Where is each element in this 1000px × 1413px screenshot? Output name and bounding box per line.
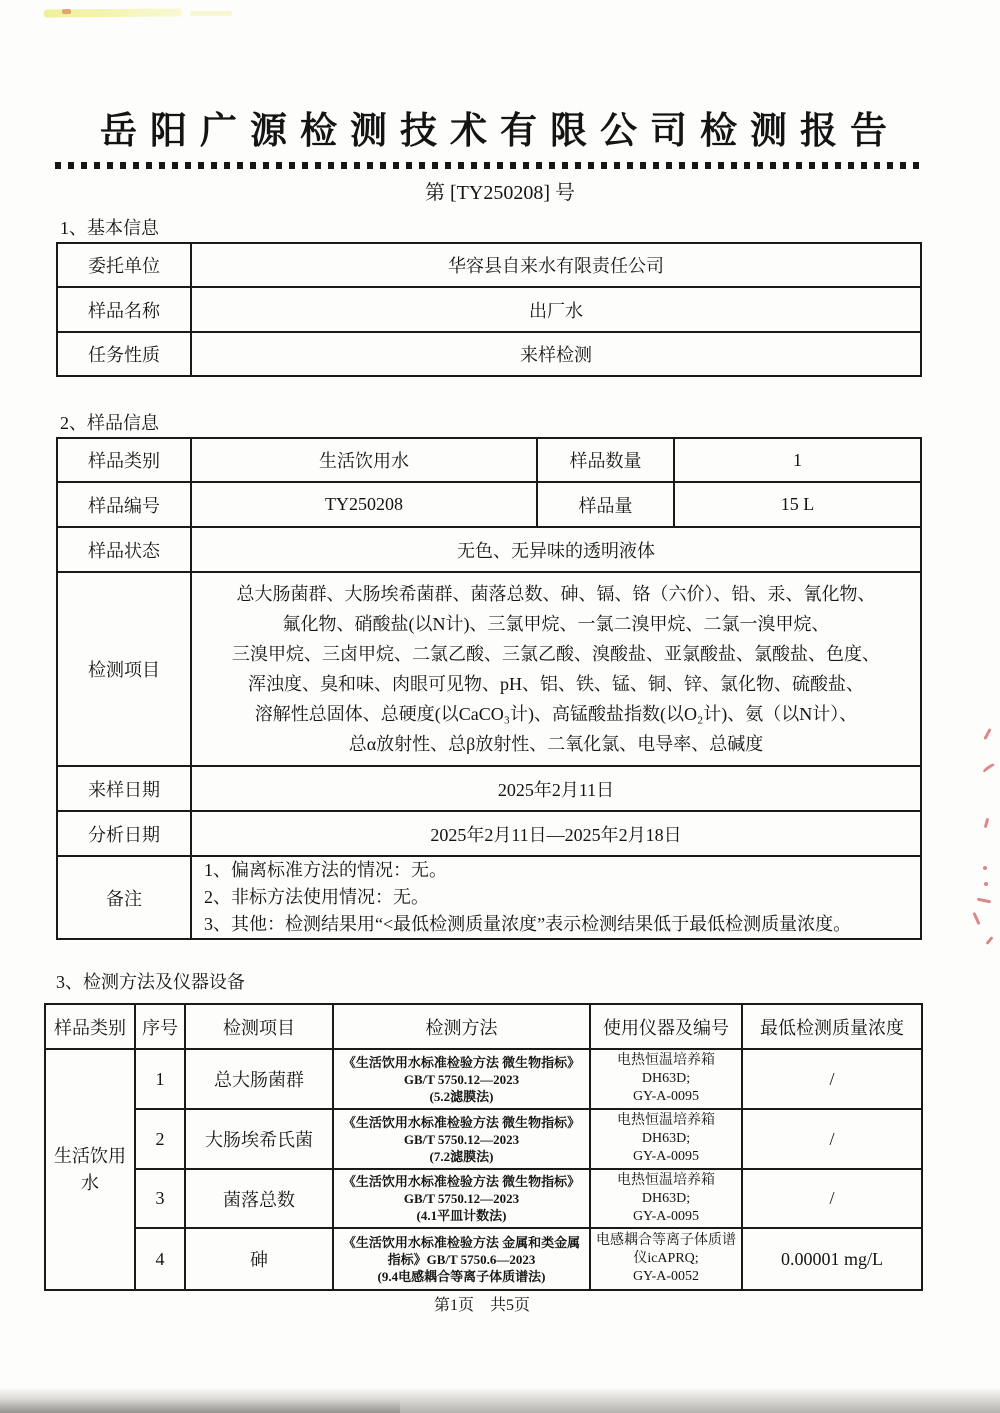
remark-value	[191, 856, 921, 939]
dotted-divider	[55, 162, 921, 169]
section-heading-sample-info: 2、样品信息	[60, 413, 159, 433]
sampling-date-label: 来样日期	[57, 766, 191, 811]
task-type-value: 来样检测	[191, 332, 921, 376]
method-line: GB/T 5750.12—2023	[403, 1071, 520, 1087]
consigner-value: 华容县自来水有限责任公司	[191, 243, 921, 287]
row-lod: /	[742, 1169, 922, 1228]
method-line: 《生活饮用水标准检验方法 微生物指标》	[342, 1174, 581, 1189]
method-line: 《生活饮用水标准检验方法 金属和类金属	[342, 1234, 581, 1250]
section-heading-basic-info: 1、基本信息	[60, 218, 159, 238]
method-line: 《生活饮用水标准检验方法 微生物指标》	[342, 1114, 581, 1130]
scan-artifact-red-mark	[972, 912, 980, 925]
row-method	[333, 1228, 590, 1290]
instrument-line: GY-A-0052	[632, 1269, 700, 1284]
consigner-label: 委托单位	[57, 243, 191, 287]
test-items-value	[191, 572, 921, 766]
col-header-no: 序号	[135, 1004, 185, 1049]
row-lod: /	[742, 1049, 922, 1109]
page-footer: 第1页 共5页	[433, 1297, 530, 1314]
task-type-label: 任务性质	[57, 332, 191, 376]
remark-line: 3、其他：检测结果用“<最低检测质量浓度”表示检测结果低于最低检测质量浓度。	[204, 914, 852, 934]
scan-artifact-speck	[62, 9, 71, 14]
sample-info-table	[56, 437, 922, 940]
sample-code-value: TY250208	[191, 482, 537, 527]
table-row	[57, 332, 921, 376]
table-row	[57, 287, 921, 332]
instrument-line: DH63D;	[641, 1131, 691, 1146]
test-items-label: 检测项目	[57, 572, 191, 766]
instrument-line: 电热恒温培养箱	[617, 1172, 715, 1188]
table-row	[57, 572, 921, 766]
row-instrument	[590, 1228, 742, 1290]
col-header-sample-category: 样品类别	[45, 1004, 135, 1049]
row-item: 菌落总数	[185, 1169, 333, 1228]
scan-edge-shadow	[0, 1399, 400, 1413]
method-line: 《生活饮用水标准检验方法 微生物指标》	[342, 1054, 581, 1070]
instrument-line: DH63D;	[641, 1071, 691, 1086]
sample-category-label: 样品类别	[57, 438, 191, 482]
table-header-row	[45, 1004, 922, 1049]
method-line: 指标》GB/T 5750.6—2023	[387, 1251, 536, 1267]
table-row	[57, 766, 921, 811]
sample-state-label: 样品状态	[57, 527, 191, 572]
scan-artifact-red-mark	[984, 882, 988, 886]
scan-artifact-red-mark	[985, 936, 993, 945]
col-header-test-item: 检测项目	[185, 1004, 333, 1049]
row-no: 4	[135, 1228, 185, 1290]
instrument-line: GY-A-0095	[632, 1089, 700, 1104]
row-no: 2	[135, 1109, 185, 1169]
test-items-line: 浑浊度、臭和味、肉眼可见物、pH、铝、铁、锰、铜、锌、氯化物、硫酸盐、	[248, 674, 864, 694]
row-method	[333, 1109, 590, 1169]
table-row	[45, 1228, 922, 1290]
table-row	[57, 811, 921, 856]
test-items-line: 三溴甲烷、三卤甲烷、二氯乙酸、三氯乙酸、溴酸盐、亚氯酸盐、氯酸盐、色度、	[232, 644, 880, 664]
methods-table	[44, 1003, 923, 1291]
remark-label: 备注	[57, 856, 191, 939]
scan-artifact-red-mark	[984, 818, 989, 828]
scan-artifact-red-mark	[977, 898, 991, 904]
instrument-line: 仪icAPRQ;	[633, 1251, 699, 1266]
sample-category-value: 生活饮用水	[191, 438, 537, 482]
test-items-line: 总大肠菌群、大肠埃希菌群、菌落总数、砷、镉、铬（六价）、铅、汞、氰化物、	[236, 584, 876, 604]
instrument-line: DH63D;	[641, 1190, 691, 1206]
sample-state-value: 无色、无异味的透明液体	[191, 527, 921, 572]
col-header-lod: 最低检测质量浓度	[742, 1004, 922, 1049]
remark-line: 1、偏离标准方法的情况：无。	[204, 860, 447, 880]
methods-category-cell	[45, 1049, 135, 1290]
sampling-date-value: 2025年2月11日	[191, 766, 921, 811]
method-line: (9.4电感耦合等离子体质谱法)	[377, 1268, 546, 1284]
page-title: 岳阳广源检测技术有限公司检测报告	[100, 111, 900, 152]
method-line: (4.1平皿计数法)	[416, 1208, 507, 1223]
table-row	[45, 1049, 922, 1109]
sample-volume-value: 15 L	[674, 482, 921, 527]
row-method	[333, 1169, 590, 1228]
table-row	[57, 243, 921, 287]
row-instrument	[590, 1109, 742, 1169]
sample-quantity-value: 1	[674, 438, 921, 482]
method-line: GB/T 5750.12—2023	[403, 1131, 520, 1147]
remark-line: 2、非标方法使用情况：无。	[204, 887, 429, 907]
row-lod: 0.00001 mg/L	[742, 1228, 922, 1290]
test-items-line: 总α放射性、总β放射性、二氧化氯、电导率、总碱度	[348, 734, 764, 754]
table-row	[57, 527, 921, 572]
row-item: 总大肠菌群	[185, 1049, 333, 1109]
scan-artifact-highlight	[190, 11, 232, 16]
instrument-line: GY-A-0095	[632, 1149, 700, 1164]
sample-name-label: 样品名称	[57, 287, 191, 332]
sample-quantity-label: 样品数量	[537, 438, 674, 482]
analysis-date-value: 2025年2月11日—2025年2月18日	[191, 811, 921, 856]
row-no: 1	[135, 1049, 185, 1109]
methods-category-value: 生活饮用水	[54, 1145, 126, 1193]
method-line: (7.2滤膜法)	[429, 1148, 494, 1164]
row-lod: /	[742, 1109, 922, 1169]
analysis-date-label: 分析日期	[57, 811, 191, 856]
col-header-instrument: 使用仪器及编号	[590, 1004, 742, 1049]
instrument-line: GY-A-0095	[632, 1208, 700, 1224]
row-no: 3	[135, 1169, 185, 1228]
method-line: (5.2滤膜法)	[429, 1088, 494, 1104]
table-row	[57, 856, 921, 939]
table-row	[45, 1169, 922, 1228]
sample-name-value: 出厂水	[191, 287, 921, 332]
instrument-line: 电热恒温培养箱	[617, 1053, 715, 1068]
scan-artifact-red-mark	[982, 763, 994, 773]
section-heading-methods: 3、检测方法及仪器设备	[56, 972, 245, 992]
test-items-line: 氟化物、硝酸盐(以N计)、三氯甲烷、一氯二溴甲烷、二氯一溴甲烷、	[282, 614, 830, 634]
instrument-line: 电热恒温培养箱	[617, 1113, 715, 1128]
scan-artifact-red-mark	[983, 728, 991, 740]
sample-code-label: 样品编号	[57, 482, 191, 527]
row-method	[333, 1049, 590, 1109]
row-instrument	[590, 1049, 742, 1109]
method-line: GB/T 5750.12—2023	[403, 1191, 520, 1206]
instrument-line: 电感耦合等离子体质谱	[596, 1233, 736, 1248]
scan-artifact-red-mark	[983, 866, 987, 870]
row-item: 大肠埃希氏菌	[185, 1109, 333, 1169]
table-row	[45, 1109, 922, 1169]
table-row	[57, 482, 921, 527]
report-number: 第 [TY250208] 号	[425, 182, 575, 204]
col-header-method: 检测方法	[333, 1004, 590, 1049]
sample-volume-label: 样品量	[537, 482, 674, 527]
test-items-line: 溶解性总固体、总硬度(以CaCO₃计)、高锰酸盐指数(以O₂计)、氨（以N计）、	[254, 704, 858, 724]
row-item: 砷	[185, 1228, 333, 1290]
table-row	[57, 438, 921, 482]
basic-info-table	[56, 242, 922, 377]
row-instrument	[590, 1169, 742, 1228]
